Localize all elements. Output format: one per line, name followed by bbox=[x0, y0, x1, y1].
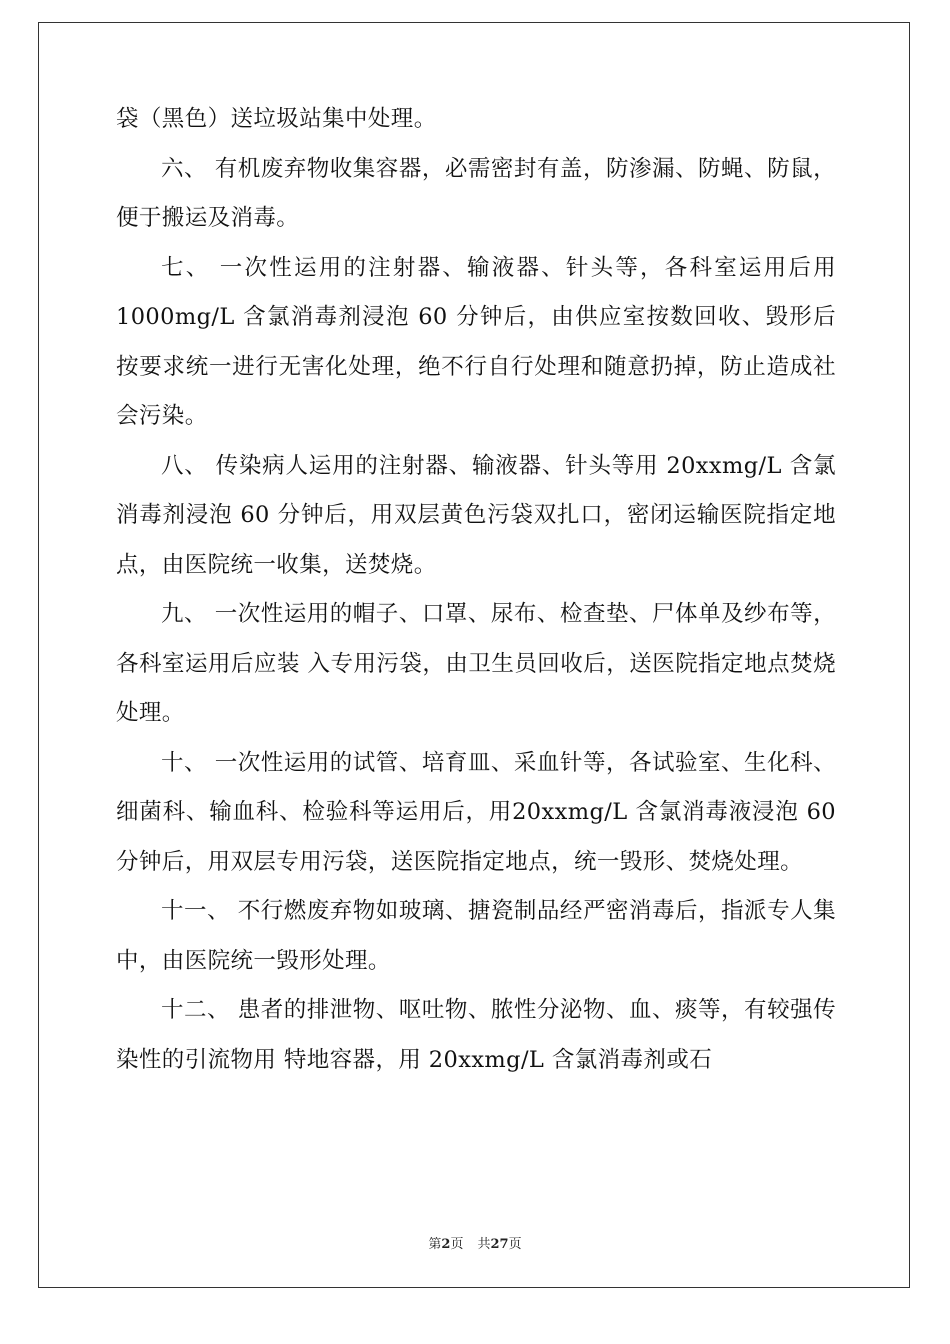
page-label-suffix: 页 bbox=[450, 1237, 464, 1252]
page-footer bbox=[0, 1233, 950, 1252]
paragraph-item-10: 十、 一次性运用的试管、培育皿、采血针等，各试验室、生化科、细菌科、输血科、检验科等运用后，用20xxmg/L 含氯消毒液浸泡 60 分钟后，用双层专用污袋，送医院指定地点，统一毁形、焚烧处理。 bbox=[116, 749, 836, 875]
page-label-prefix: 第 bbox=[428, 1237, 442, 1252]
paragraph-item-6: 六、 有机废弃物收集容器，必需密封有盖，防渗漏、防蝇、防鼠，便于搬运及消毒。 bbox=[116, 155, 836, 231]
document-body bbox=[116, 95, 836, 1085]
paragraph-item-11: 十一、 不行燃废弃物如玻璃、搪瓷制品经严密消毒后，指派专人集中，由医院统一毁形处理。 bbox=[116, 898, 836, 974]
paragraph-item-9: 九、 一次性运用的帽子、口罩、尿布、检查垫、尸体单及纱布等，各科室运用后应装 入专用污袋，由卫生员回收后，送医院指定地点焚烧处理。 bbox=[116, 601, 836, 726]
total-label-prefix: 共 bbox=[477, 1237, 491, 1252]
paragraph-item-8: 八、 传染病人运用的注射器、输液器、针头等用 20xxmg/L 含氯消毒剂浸泡 60 分钟后，用双层黄色污袋双扎口，密闭运输医院指定地点，由医院统一收集，送焚烧。 bbox=[116, 452, 836, 578]
total-label-suffix: 页 bbox=[508, 1237, 522, 1252]
current-page-number: 2 bbox=[441, 1237, 451, 1252]
total-pages-number: 27 bbox=[490, 1237, 509, 1252]
paragraph-item-7: 七、 一次性运用的注射器、输液器、针头等，各科室运用后用 1000mg/L 含氯消毒剂浸泡 60 分钟后，由供应室按数回收、毁形后按要求统一进行无害化处理，绝不行自行处理和随意扔掉，防止造成社会污染。 bbox=[116, 254, 836, 429]
paragraph-continuation: 袋（黑色）送垃圾站集中处理。 bbox=[116, 106, 437, 132]
paragraph-item-12: 十二、 患者的排泄物、呕吐物、脓性分泌物、血、痰等，有较强传染性的引流物用 特地容器，用 20xxmg/L 含氯消毒剂或石 bbox=[116, 997, 836, 1073]
